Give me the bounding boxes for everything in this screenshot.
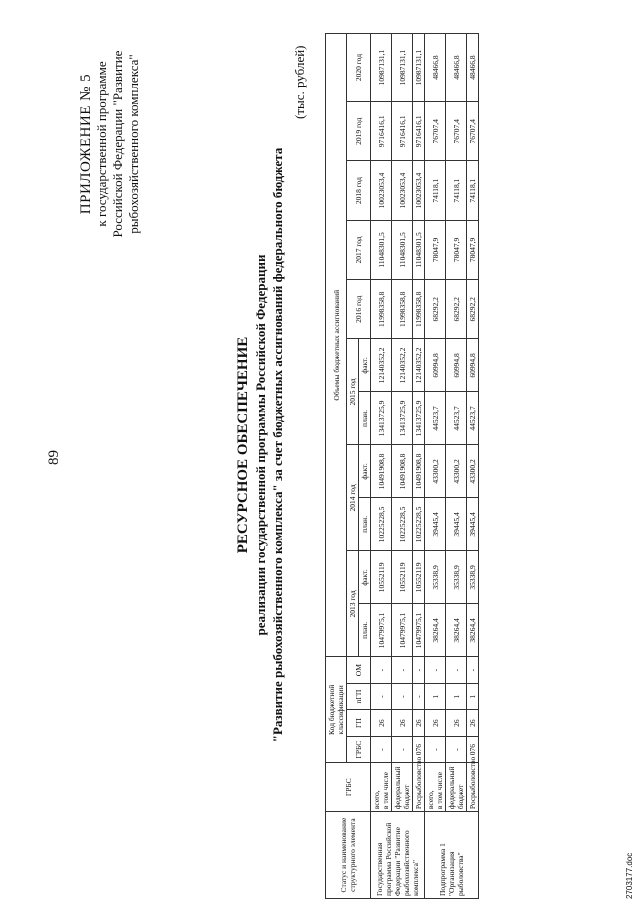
header-2017: 2017 год: [347, 220, 371, 279]
code-pgp: -: [413, 683, 425, 709]
volume-value: 78047,9: [446, 220, 467, 279]
code-grbs: -: [425, 736, 446, 762]
volume-value: 10023053,4: [413, 161, 425, 220]
appendix-line-1: к государственной программе: [94, 61, 109, 227]
funding-source: [413, 756, 425, 812]
volume-value: 10023053,4: [392, 161, 413, 220]
code-om: -: [425, 657, 446, 684]
header-2015: 2015 год: [347, 339, 359, 445]
header-grbs: ГРБС: [347, 736, 371, 762]
appendix-title: ПРИЛОЖЕНИЕ № 5: [78, 73, 94, 215]
funding-source: [371, 763, 392, 812]
code-pgp: 1: [446, 683, 467, 709]
volume-value: 11048301,5: [413, 220, 425, 279]
volume-value: 38264,4: [425, 604, 446, 657]
code-pgp: 1: [467, 683, 479, 709]
funding-source-label: всего,: [372, 790, 381, 810]
table-row: [413, 34, 425, 899]
volume-value: 12140352,2: [392, 339, 413, 392]
header-2014: 2014 год: [347, 445, 359, 551]
volume-value: 9716416,1: [392, 102, 413, 161]
volume-value: 11048301,5: [371, 220, 392, 279]
volume-value: 48466,8: [446, 34, 467, 102]
code-pgp: -: [392, 683, 413, 709]
volume-value: 10552119: [371, 551, 392, 604]
volume-value: 11048301,5: [392, 220, 413, 279]
code-grbs: 076: [467, 736, 479, 762]
volume-value: 10987131,1: [371, 34, 392, 102]
volume-value: 68292,2: [425, 280, 446, 339]
table-row: [392, 34, 413, 899]
header-2019: 2019 год: [347, 102, 371, 161]
volume-value: 60994,8: [446, 339, 467, 392]
header-code: Код бюджетной классификации: [326, 657, 347, 763]
footer-filename: 2703177.doc: [625, 852, 634, 899]
header-status: Статус и наименование структурного элемента: [326, 812, 371, 899]
volume-value: 10491908,8: [413, 445, 425, 498]
volume-value: 35338,9: [446, 551, 467, 604]
code-gp: 26: [371, 710, 392, 736]
code-gp: 26: [467, 710, 479, 736]
header-2013: 2013 год: [347, 551, 359, 657]
volume-value: 76707,4: [425, 102, 446, 161]
funding-source-label: Росрыболовство: [468, 756, 477, 810]
code-gp: 26: [425, 710, 446, 736]
volume-value: 39445,4: [446, 498, 467, 551]
volume-value: 43300,2: [425, 445, 446, 498]
code-pgp: -: [371, 683, 392, 709]
header-2013-plan: план.: [359, 604, 371, 657]
volume-value: 43300,2: [446, 445, 467, 498]
volume-value: 13413725,9: [413, 392, 425, 445]
volume-value: 60994,8: [467, 339, 479, 392]
header-2014-plan: план.: [359, 498, 371, 551]
heading-line-1: реализации государственной программы Российской Федерации: [253, 254, 268, 636]
funding-source-label: Росрыболовство: [414, 756, 423, 810]
volume-value: 74118,1: [446, 161, 467, 220]
volume-value: 10225228,5: [392, 498, 413, 551]
volume-value: 44523,7: [467, 392, 479, 445]
table-row: [446, 34, 467, 899]
code-gp: 26: [446, 710, 467, 736]
header-2016: 2016 год: [347, 280, 371, 339]
volume-value: 9716416,1: [413, 102, 425, 161]
code-grbs: -: [446, 736, 467, 762]
volume-value: 12140352,2: [371, 339, 392, 392]
volume-value: 10491908,8: [371, 445, 392, 498]
volume-value: 10225228,5: [371, 498, 392, 551]
volume-value: 10479975,1: [413, 604, 425, 657]
volume-value: 10479975,1: [371, 604, 392, 657]
heading-line-2: "Развитие рыбохозяйственного комплекса" за счет бюджетных ассигнований федерального бюджета: [270, 147, 285, 743]
code-om: -: [413, 657, 425, 684]
funding-source: [446, 763, 467, 812]
volume-value: 78047,9: [425, 220, 446, 279]
header-2013-fact: факт.: [359, 551, 371, 604]
code-pgp: 1: [425, 683, 446, 709]
code-grbs: -: [371, 736, 392, 762]
volume-value: 48466,8: [467, 34, 479, 102]
funding-source-sublabel: в том числе: [381, 772, 390, 810]
volume-value: 12140352,2: [413, 339, 425, 392]
code-gp: 26: [413, 710, 425, 736]
structural-element-name: Государственная программа Российской Федерации "Развитие рыбохозяйственного комплекса": [371, 812, 425, 899]
table-row: [425, 34, 446, 899]
volume-value: 10987131,1: [392, 34, 413, 102]
volume-value: 68292,2: [467, 280, 479, 339]
appendix-line-3: рыбохозяйственного комплекса": [126, 54, 141, 234]
volume-value: 10552119: [392, 551, 413, 604]
header-gp: ГП: [347, 710, 371, 736]
appendix-line-2: Российской Федерации "Развитие: [110, 50, 125, 238]
volume-value: 11998358,8: [371, 280, 392, 339]
volume-value: 60994,8: [425, 339, 446, 392]
volume-value: 74118,1: [425, 161, 446, 220]
page-number: 89: [46, 450, 62, 465]
volume-value: 39445,4: [425, 498, 446, 551]
structural-element-name: Подпрограмма 1 "Организация рыболовства": [425, 812, 479, 899]
units-label: (тыс. рублей): [292, 45, 307, 119]
volume-value: 10023053,4: [371, 161, 392, 220]
code-grbs: -: [392, 736, 413, 762]
table-row: [371, 34, 392, 899]
funding-source-label: федеральный бюджет: [447, 766, 465, 810]
volume-value: 68292,2: [446, 280, 467, 339]
header-pgp: пГП: [347, 683, 371, 709]
code-gp: 26: [392, 710, 413, 736]
volume-value: 13413725,9: [371, 392, 392, 445]
funding-source-label: федеральный бюджет: [393, 766, 411, 810]
header-om: ОМ: [347, 657, 371, 684]
volume-value: 76707,4: [467, 102, 479, 161]
table-row: [467, 34, 479, 899]
volume-value: 11998358,8: [413, 280, 425, 339]
header-2015-fact: факт.: [359, 339, 371, 392]
header-2018: 2018 год: [347, 161, 371, 220]
document-heading: [234, 95, 286, 795]
volume-value: 39445,4: [467, 498, 479, 551]
volume-value: 43300,2: [467, 445, 479, 498]
volume-value: 76707,4: [446, 102, 467, 161]
volume-value: 78047,9: [467, 220, 479, 279]
volume-value: 10552119: [413, 551, 425, 604]
volume-value: 13413725,9: [392, 392, 413, 445]
volume-value: 74118,1: [467, 161, 479, 220]
funding-source-sublabel: в том числе: [435, 772, 444, 810]
volume-value: 10225228,5: [413, 498, 425, 551]
heading-title: РЕСУРСНОЕ ОБЕСПЕЧЕНИЕ: [235, 336, 251, 554]
header-2015-plan: план.: [359, 392, 371, 445]
header-volumes: Объемы бюджетных ассигнований: [326, 34, 347, 657]
appendix-block: [78, 19, 142, 269]
header-2014-fact: факт.: [359, 445, 371, 498]
volume-value: 11998358,8: [392, 280, 413, 339]
volume-value: 48466,8: [425, 34, 446, 102]
volume-value: 10479975,1: [392, 604, 413, 657]
volume-value: 44523,7: [446, 392, 467, 445]
volume-value: 10987131,1: [413, 34, 425, 102]
code-om: -: [467, 657, 479, 684]
funding-source: [425, 763, 446, 812]
header-grbs-main: ГРБС: [326, 763, 371, 812]
funding-source: [467, 756, 479, 812]
resource-table: [325, 33, 479, 899]
code-grbs: 076: [413, 736, 425, 762]
volume-value: 35338,9: [425, 551, 446, 604]
volume-value: 10491908,8: [392, 445, 413, 498]
header-2020: 2020 год: [347, 34, 371, 102]
volume-value: 9716416,1: [371, 102, 392, 161]
code-om: -: [392, 657, 413, 684]
table-body: [371, 34, 479, 899]
volume-value: 35338,9: [467, 551, 479, 604]
volume-value: 38264,4: [467, 604, 479, 657]
funding-source-label: всего,: [426, 790, 435, 810]
volume-value: 38264,4: [446, 604, 467, 657]
code-om: -: [371, 657, 392, 684]
funding-source: [392, 763, 413, 812]
volume-value: 44523,7: [425, 392, 446, 445]
code-om: -: [446, 657, 467, 684]
